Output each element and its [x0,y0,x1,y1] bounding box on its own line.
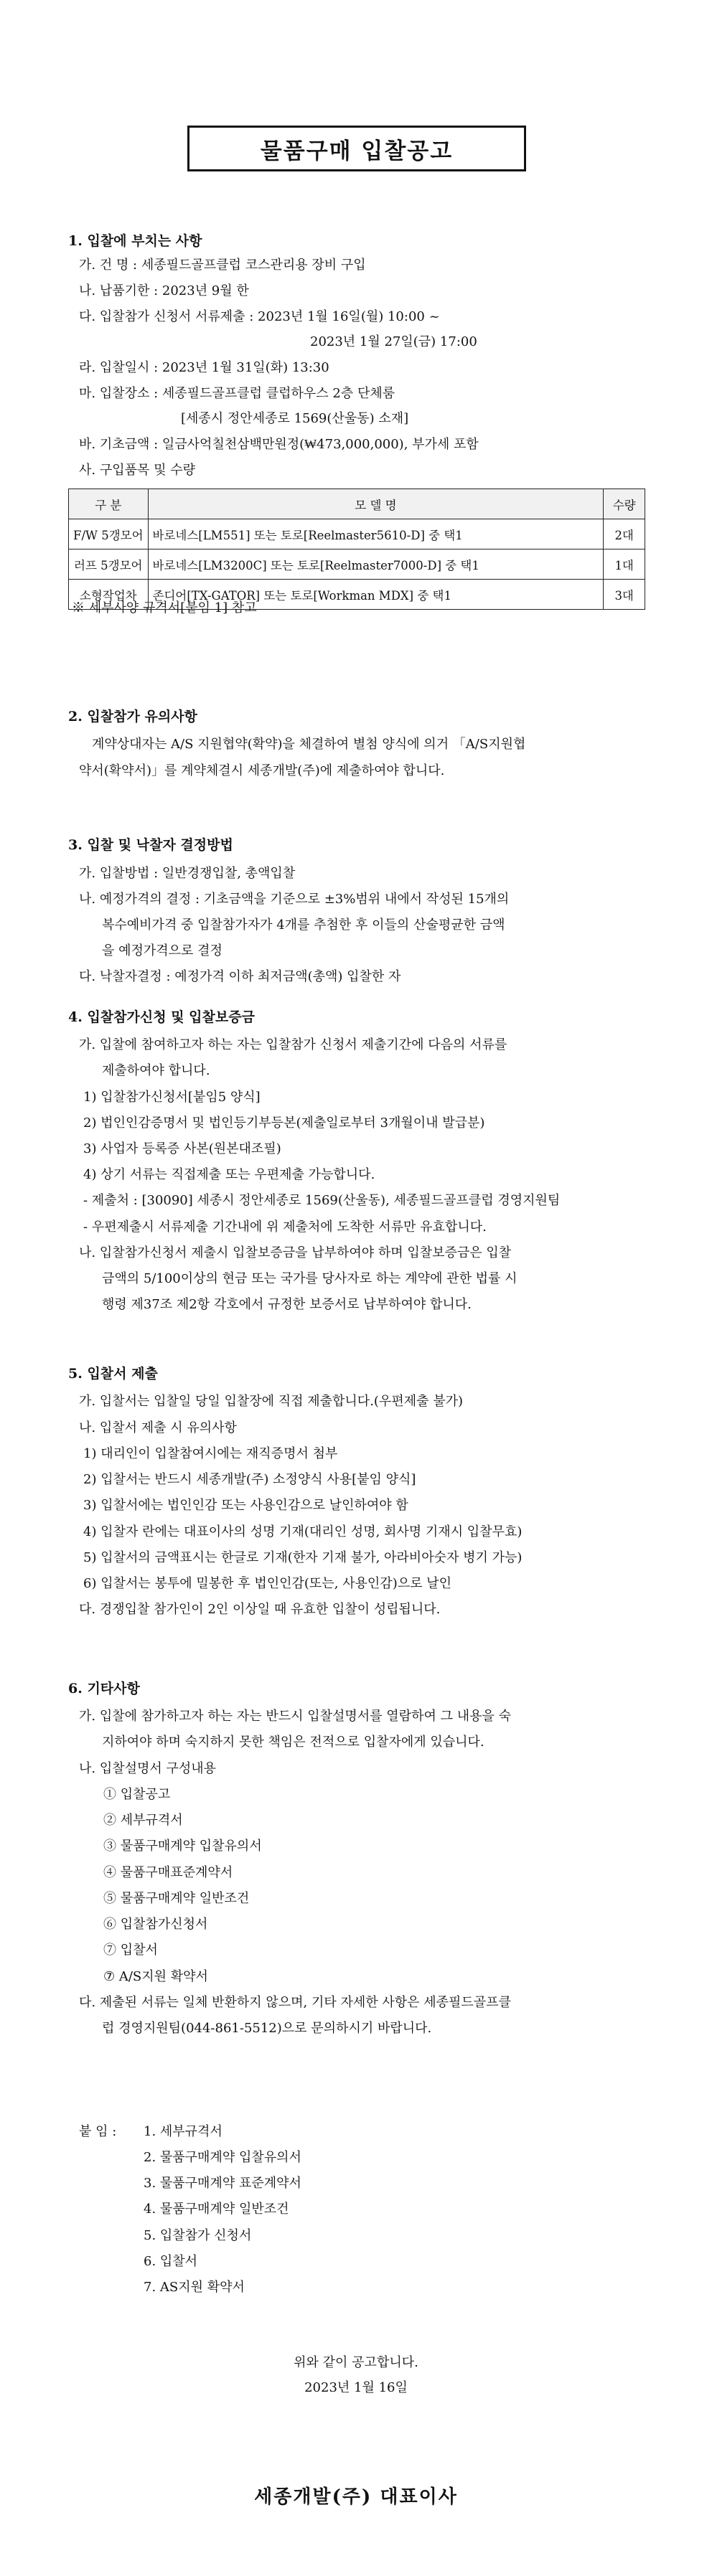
text-line: ① 입찰공고 [103,1787,171,1802]
attachment-item: 4. 물품구매계약 일반조건 [144,2202,289,2217]
table-cell: 바로네스[LM3200C] 또는 토로[Reelmaster7000-D] 중 택1 [148,549,604,580]
text-line: 나. 납품기한 : 2023년 9월 한 [79,283,249,298]
attachments-label: 붙 임 : [79,2124,117,2139]
text-line: 사. 구입품목 및 수량 [79,463,195,478]
text-line: 라. 입찰일시 : 2023년 1월 31일(화) 13:30 [79,360,329,375]
table-cell: 러프 5갱모어 [69,549,149,580]
attachment-item: 1. 세부규격서 [144,2124,222,2139]
table-cell: 2대 [604,519,645,549]
section-5-heading: 5. 입찰서 제출 [68,1366,158,1382]
text-line: 다. 경쟁입찰 참가인이 2인 이상일 때 유효한 입찰이 성립됩니다. [79,1602,441,1617]
text-line: 2) 입찰서는 반드시 세종개발(주) 소정양식 사용[붙임 양식] [83,1472,416,1487]
text-line: ④ 물품구매표준계약서 [103,1865,233,1880]
text-line: - 제출처 : [30090] 세종시 정안세종로 1569(산울동), 세종필드골프클럽 경영지원팀 [83,1193,561,1208]
text-line: 2023년 1월 27일(금) 17:00 [310,334,477,349]
text-line: ② 세부규격서 [103,1813,183,1828]
text-line: 2) 법인인감증명서 및 법인등기부등본(제출일로부터 3개월이내 발급분) [83,1115,485,1131]
table-header: 구 분 [69,489,149,519]
text-line: 4) 입찰자 란에는 대표이사의 성명 기재(대리인 성명, 회사명 기재시 입찰무효) [83,1524,523,1539]
attachment-item: 3. 물품구매계약 표준계약서 [144,2176,301,2191]
text-line: 제출하여야 합니다. [102,1063,210,1078]
table-cell: 바로네스[LM551] 또는 토로[Reelmaster5610-D] 중 택1 [148,519,604,549]
table-note: ※ 세부사양 규격서[붙임 1] 참고 [72,600,257,615]
text-line: 복수예비가격 중 입찰참가자가 4개를 추첨한 후 이들의 산술평균한 금액 [102,917,505,933]
attachment-item: 2. 물품구매계약 입찰유의서 [144,2150,301,2165]
text-line: 다. 낙찰자결정 : 예정가격 이하 최저금액(총액) 입찰한 자 [79,969,401,984]
table-header: 수량 [604,489,645,519]
text-line: 4) 상기 서류는 직접제출 또는 우편제출 가능합니다. [83,1167,375,1182]
section-3-heading: 3. 입찰 및 낙찰자 결정방법 [68,837,233,853]
text-line: ③ 물품구매계약 입찰유의서 [103,1839,262,1854]
attachment-item: 7. AS지원 확약서 [144,2280,245,2295]
text-line: 나. 예정가격의 결정 : 기초금액을 기준으로 ±3%범위 내에서 작성된 15개의 [79,892,510,907]
table-header: 모 델 명 [148,489,604,519]
items-table [68,489,645,610]
table-cell: 존디어[TX-GATOR] 또는 토로[Workman MDX] 중 택1 [148,580,604,610]
section-4-heading: 4. 입찰참가신청 및 입찰보증금 [68,1009,255,1025]
text-line: 다. 입찰참가 신청서 서류제출 : 2023년 1월 16일(월) 10:00 ~ [79,309,440,324]
text-line: 다. 제출된 서류는 일체 반환하지 않으며, 기타 자세한 사항은 세종필드골프클 [79,1995,511,2010]
text-line: 가. 입찰서는 입찰일 당일 입찰장에 직접 제출합니다.(우편제출 불가) [79,1394,464,1409]
text-line: 행령 제37조 제2항 각호에서 규정한 보증서로 납부하여야 합니다. [102,1297,472,1312]
text-line: 나. 입찰설명서 구성내용 [79,1761,217,1776]
section-2-heading: 2. 입찰참가 유의사항 [68,709,197,725]
text-line: 5) 입찰서의 금액표시는 한글로 기재(한자 기재 불가, 아라비아숫자 병기 가능) [83,1550,523,1565]
text-line: 을 예정가격으로 결정 [102,943,222,958]
attachment-item: 5. 입찰참가 신청서 [144,2228,252,2243]
text-line: 나. 입찰참가신청서 제출시 입찰보증금을 납부하여야 하며 입찰보증금은 입찰 [79,1245,512,1260]
page-title: 물품구매 입찰공고 [187,126,526,171]
text-line: 나. 입찰서 제출 시 유의사항 [79,1420,237,1435]
table-cell: 3대 [604,580,645,610]
text-line: 3) 사업자 등록증 사본(원본대조필) [83,1141,281,1156]
attachment-item: 6. 입찰서 [144,2254,198,2269]
section-6-heading: 6. 기타사항 [68,1681,140,1697]
text-line: 6) 입찰서는 봉투에 밀봉한 후 법인인감(또는, 사용인감)으로 날인 [83,1576,451,1591]
text-line: 럽 경영지원팀(044-861-5512)으로 문의하시기 바랍니다. [102,2021,432,2036]
signer: 세종개발(주) 대표이사 [254,2486,458,2508]
text-line: 계약상대자는 A/S 지원협약(확약)을 체결하여 별첨 양식에 의거 「A/S지원협 [92,737,526,752]
text-line: [세종시 정안세종로 1569(산울동) 소재] [181,411,409,426]
table-cell: 1대 [604,549,645,580]
text-line: ⑥ 입찰참가신청서 [103,1917,208,1932]
text-line: 가. 입찰에 참여하고자 하는 자는 입찰참가 신청서 제출기간에 다음의 서류를 [79,1037,507,1052]
text-line: 가. 입찰에 참가하고자 하는 자는 반드시 입찰설명서를 열람하여 그 내용을 숙 [79,1709,511,1724]
table-cell: 소형작업차 [69,580,149,610]
table-header-row [69,489,645,519]
table-cell: F/W 5갱모어 [69,519,149,549]
notice-date: 2023년 1월 16일 [304,2380,408,2395]
table-row [69,549,645,580]
text-line: ⑦ 입찰서 [103,1943,158,1958]
table-row [69,519,645,549]
text-line: 가. 입찰방법 : 일반경쟁입찰, 총액입찰 [79,866,296,881]
text-line: 3) 입찰서에는 법인인감 또는 사용인감으로 날인하여야 함 [83,1498,408,1513]
text-line: 약서(확약서)」를 계약체결시 세종개발(주)에 제출하여야 합니다. [79,763,445,778]
text-line: 1) 대리인이 입찰참여시에는 재직증명서 첨부 [83,1446,338,1461]
text-line: 지하여야 하며 숙지하지 못한 책임은 전적으로 입찰자에게 있습니다. [102,1735,484,1750]
text-line: 1) 입찰참가신청서[붙임5 양식] [83,1090,261,1105]
text-line: 가. 건 명 : 세종필드골프클럽 코스관리용 장비 구입 [79,258,366,273]
section-1-heading: 1. 입찰에 부치는 사항 [68,233,202,249]
text-line: 마. 입찰장소 : 세종필드골프클럽 클럽하우스 2층 단체룸 [79,386,395,401]
closing-statement: 위와 같이 공고합니다. [294,2355,418,2370]
text-line: 금액의 5/100이상의 현금 또는 국가를 당사자로 하는 계약에 관한 법률 시 [102,1271,517,1286]
text-line: ⑤ 물품구매계약 일반조건 [103,1891,250,1906]
text-line: ⑦ A/S지원 확약서 [103,1969,208,1984]
text-line: 바. 기초금액 : 일금사억칠천삼백만원정(₩473,000,000), 부가세 포함 [79,437,479,452]
text-line: - 우편제출시 서류제출 기간내에 위 제출처에 도착한 서류만 유효합니다. [83,1219,487,1235]
